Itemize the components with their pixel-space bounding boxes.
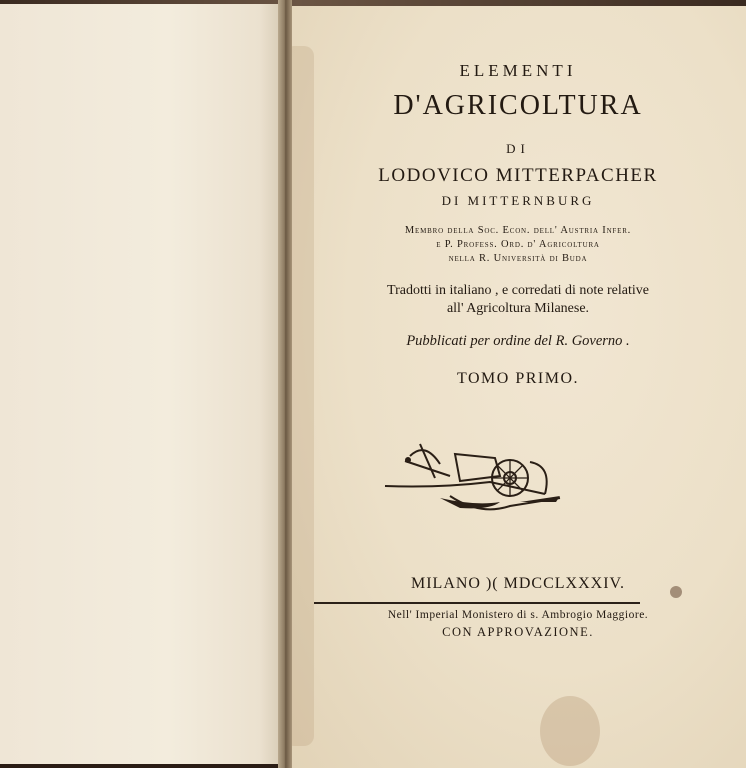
publication-note: Pubblicati per ordine del R. Governo . [406,333,630,349]
printer-line: Nell' Imperial Monistero di s. Ambrogio Maggiore. [387,609,649,621]
imprint-rule [314,602,640,604]
affiliation-line-3: nella R. Università di Buda [448,253,588,264]
volume-label: TOMO PRIMO. [457,370,579,387]
affiliation-line-1: Membro della Soc. Econ. dell' Austria Infer. [404,225,632,236]
imprint-place-date: MILANO )( MDCCLXXXIV. [410,575,626,592]
title-line-1: ELEMENTI [459,61,577,80]
author-seat: DI MITTERNBURG [441,193,595,208]
title-page-text [290,0,746,768]
affiliation-line-2: e P. Profess. Ord. d' Agricoltura [436,239,600,250]
left-blank-page [0,4,282,764]
approval-line: CON APPROVAZIONE. [442,625,594,639]
translation-note-2: all' Agricoltura Milanese. [446,301,590,316]
by-line: DI [506,141,530,156]
translation-note-1: Tradotti in italiano , e corredati di note relative [387,283,649,298]
title-line-2: D'AGRICOLTURA [393,90,643,121]
plough-tools-vignette-icon [380,436,570,518]
author-name: LODOVICO MITTERPACHER [378,165,658,186]
